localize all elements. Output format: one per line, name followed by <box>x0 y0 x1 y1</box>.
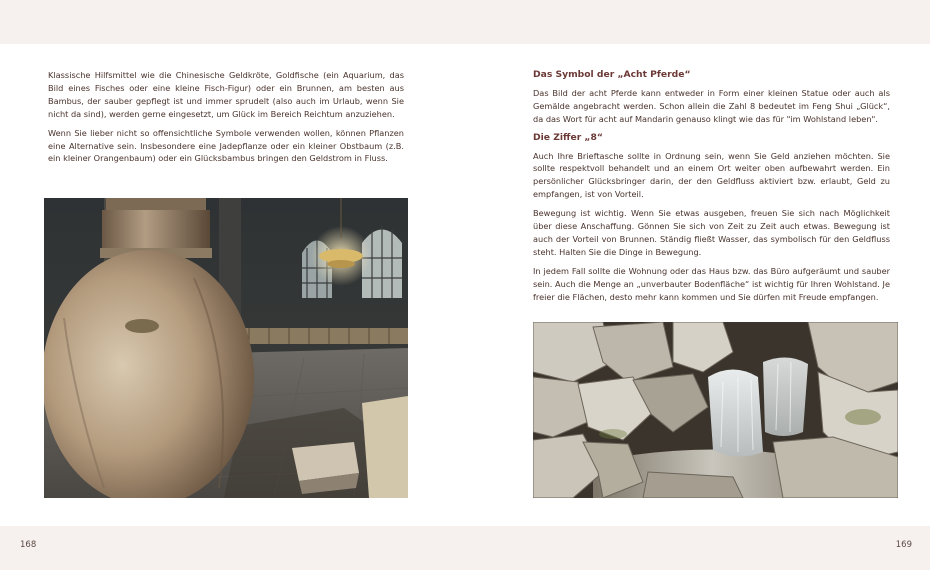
right-paragraph-4: In jedem Fall sollte die Wohnung oder das Haus bzw. das Büro aufgeräumt und sauber sein. Auch die Menge an „unverbauter Bodenfläche“ ist wichtig für Ihren Wohlstand. Je freier die Flächen, desto mehr kann kommen und Sie dürfen mit Freude empfangen. <box>533 265 890 302</box>
bottom-margin <box>0 526 930 570</box>
heading-acht-pferde: Das Symbol der „Acht Pferde“ <box>533 69 691 80</box>
top-margin <box>0 0 930 44</box>
left-paragraph-1: Klassische Hilfsmittel wie die Chinesische Geldkröte, Goldfische (ein Aquarium, das Bild eines Fisches oder eine kleine Fisch-Figur) oder ein Brunnen, am besten aus Bambus, der sauber gepflegt ist und immer sprudelt (also auch im Urlaub, wenn Sie nicht da sind), werden gerne eingesetzt, um Glück im Bereich Reichtum anzuziehen. <box>48 70 404 119</box>
right-paragraph-1: Das Bild der acht Pferde kann entweder in Form einer kleinen Statue oder auch als Gemälde angebracht werden. Schon allein die Zahl 8 bedeutet im Feng Shui „Glück“, da das Wort für acht auf Mandarin genauso klingt wie das für "im Wohlstand leben". <box>533 87 890 124</box>
left-paragraph-2: Wenn Sie lieber nicht so offensichtliche Symbole verwenden wollen, können Pflanzen eine Alternative sein. Insbesondere eine Jadepflanze oder ein kleiner Obstbaum (z.B. ein kleiner Orangenbaum) oder ein Glücksbambus bringen den Geldstrom in Fluss. <box>48 127 404 164</box>
page-number-right: 169 <box>895 540 912 550</box>
marble-urn-photo <box>44 198 408 498</box>
right-paragraph-2: Auch Ihre Brieftasche sollte in Ordnung sein, wenn Sie Geld anziehen möchten. Sie sollte respektvoll behandelt und an einem Ort weiter oben aufbewahrt werden. Ein persönlicher Glücksbringer darin, der den Geldfluss aktiviert bzw. erlaubt, Geld zu empfangen, ist von Vorteil. <box>533 150 890 200</box>
left-page-text <box>48 69 404 171</box>
right-paragraph-3: Bewegung ist wichtig. Wenn Sie etwas ausgeben, freuen Sie sich nach Möglichkeit über diese Anschaffung. Gönnen Sie sich von Zeit zu Zeit auch etwas. Bewegung ist auch der Vorteil von Brunnen. Ständig fließt Wasser, das symbolisch für den Geldfluss steht. Halten Sie die Dinge in Bewegung. <box>533 208 890 257</box>
heading-ziffer-8: Die Ziffer „8“ <box>533 131 603 143</box>
waterfall-photo <box>533 322 898 498</box>
right-page-text <box>533 69 890 310</box>
page-number-left: 168 <box>20 540 37 550</box>
